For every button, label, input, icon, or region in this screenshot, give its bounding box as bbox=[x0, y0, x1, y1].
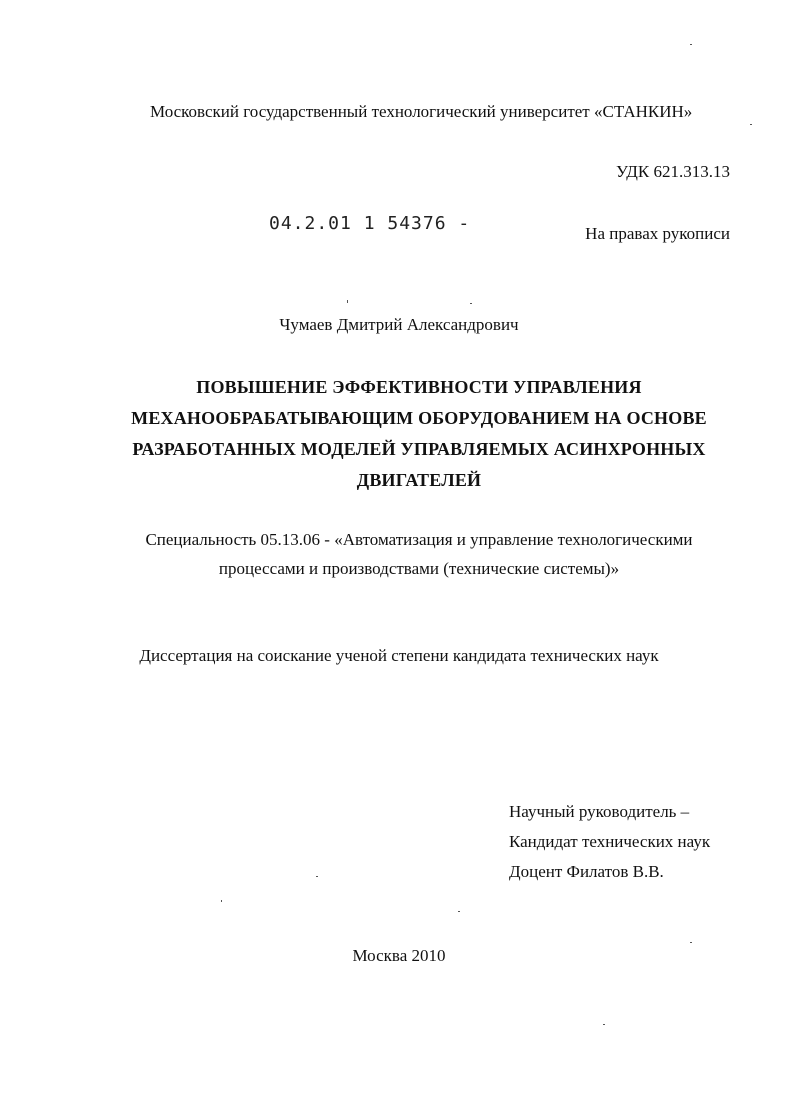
scan-speck bbox=[221, 900, 222, 902]
title-line: ПОВЫШЕНИЕ ЭФФЕКТИВНОСТИ УПРАВЛЕНИЯ bbox=[196, 377, 642, 397]
dissertation-title bbox=[60, 372, 778, 496]
university-name: Московский государственный технологический университет «СТАНКИН» bbox=[150, 102, 693, 121]
scan-speck bbox=[470, 303, 472, 304]
supervisor-degree: Кандидат технических наук bbox=[509, 832, 711, 851]
scan-speck bbox=[347, 300, 348, 303]
specialty-description bbox=[100, 525, 738, 583]
title-line: МЕХАНООБРАБАТЫВАЮЩИМ ОБОРУДОВАНИЕМ НА ОСНОВЕ bbox=[131, 408, 707, 428]
udk-code: УДК 621.313.13 bbox=[615, 162, 730, 181]
scan-speck bbox=[690, 942, 692, 943]
specialty-line-1: Специальность 05.13.06 - «Автоматизация и управление технологическими bbox=[145, 530, 693, 549]
scan-speck bbox=[690, 44, 692, 45]
city-and-year: Москва 2010 bbox=[352, 946, 446, 965]
supervisor-block bbox=[509, 797, 769, 887]
scan-speck bbox=[458, 911, 460, 912]
dissertation-degree-statement: Диссертация на соискание ученой степени кандидата технических наук bbox=[139, 646, 659, 665]
scan-speck bbox=[750, 124, 752, 125]
scan-speck bbox=[316, 876, 318, 877]
specialty-line-2: процессами и производствами (технические системы)» bbox=[218, 559, 620, 578]
author-name: Чумаев Дмитрий Александрович bbox=[279, 315, 519, 334]
scan-speck bbox=[603, 1024, 605, 1025]
library-stamp-number: 04.2.01 1 54376 - bbox=[269, 213, 471, 234]
supervisor-name: Доцент Филатов В.В. bbox=[509, 862, 664, 881]
title-line: ДВИГАТЕЛЕЙ bbox=[356, 470, 482, 490]
manuscript-rights-note: На правах рукописи bbox=[585, 224, 730, 243]
supervisor-role: Научный руководитель – bbox=[509, 802, 690, 821]
title-line: РАЗРАБОТАННЫХ МОДЕЛЕЙ УПРАВЛЯЕМЫХ АСИНХРОННЫХ bbox=[132, 439, 706, 459]
